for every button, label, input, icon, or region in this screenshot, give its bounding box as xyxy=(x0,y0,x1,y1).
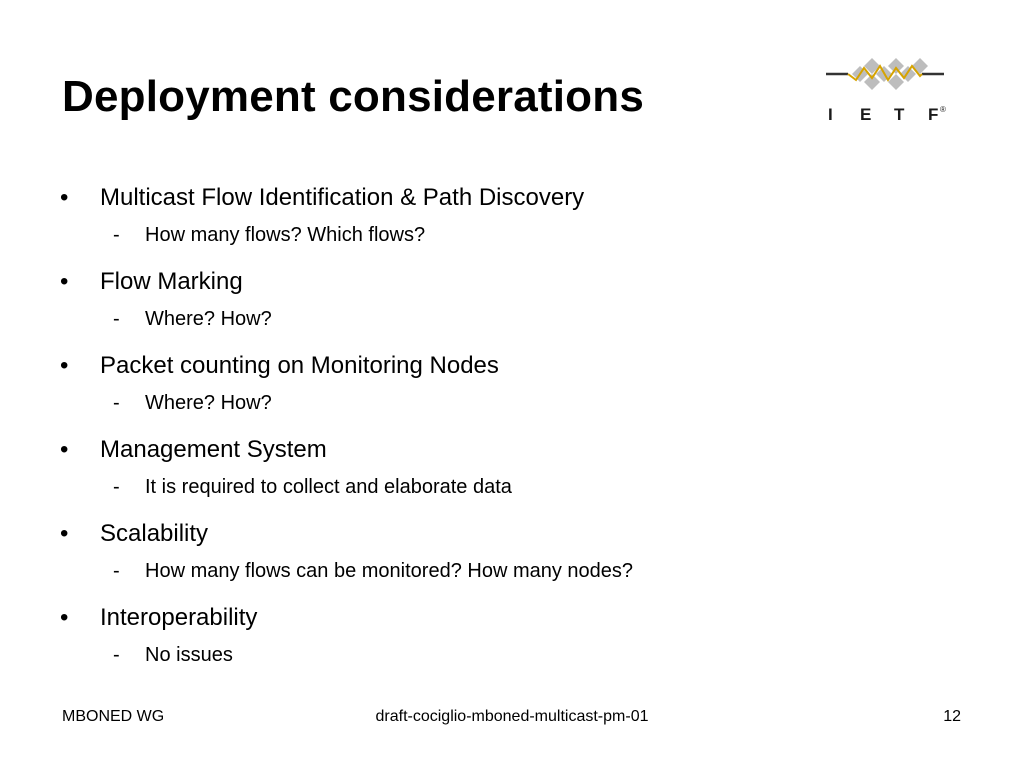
sub-bullet-text: Where? How? xyxy=(145,392,272,414)
bullet-marker: • xyxy=(60,352,69,379)
bullet-text: Flow Marking xyxy=(100,268,243,295)
bullet-marker: • xyxy=(60,268,69,295)
footer-draft-name: draft-cociglio-mboned-multicast-pm-01 xyxy=(375,708,649,725)
ietf-logo xyxy=(824,54,950,126)
sub-bullet-marker: - xyxy=(113,644,120,666)
bullet-item xyxy=(0,516,1024,556)
sub-bullet-text: It is required to collect and elaborate data xyxy=(145,476,512,498)
footer-working-group: MBONED WG xyxy=(62,708,165,725)
sub-bullet-marker: - xyxy=(113,308,120,330)
bullet-item xyxy=(0,348,1024,388)
sub-bullet-marker: - xyxy=(113,392,120,414)
logo-letter-e: E xyxy=(860,105,872,124)
bullet-marker: • xyxy=(60,436,69,463)
bullet-marker: • xyxy=(60,520,69,547)
sub-bullet-marker: - xyxy=(113,476,120,498)
sub-bullet-marker: - xyxy=(113,560,120,582)
logo-registered-mark: ® xyxy=(940,105,946,114)
sub-bullet-text: No issues xyxy=(145,644,233,666)
footer-page-number: 12 xyxy=(943,708,961,725)
logo-letter-f: F xyxy=(928,105,939,124)
sub-bullet-item xyxy=(0,304,1024,348)
bullet-item xyxy=(0,432,1024,472)
bullet-list xyxy=(0,180,1024,684)
bullet-item xyxy=(0,600,1024,640)
sub-bullet-item xyxy=(0,220,1024,264)
sub-bullet-text: How many flows? Which flows? xyxy=(145,224,426,246)
bullet-text: Multicast Flow Identification & Path Discovery xyxy=(100,184,585,211)
bullet-text: Scalability xyxy=(100,520,209,547)
bullet-item xyxy=(0,180,1024,220)
sub-bullet-item xyxy=(0,640,1024,684)
ietf-logo-graphic xyxy=(824,54,950,126)
bullet-text: Management System xyxy=(100,436,327,463)
sub-bullet-text: How many flows can be monitored? How many nodes? xyxy=(145,560,634,582)
logo-letter-t: T xyxy=(894,105,905,124)
sub-bullet-text: Where? How? xyxy=(145,308,272,330)
sub-bullet-item xyxy=(0,388,1024,432)
logo-diamonds xyxy=(852,58,928,90)
bullet-marker: • xyxy=(60,604,69,631)
sub-bullet-item xyxy=(0,472,1024,516)
logo-letter-i: I xyxy=(828,105,833,124)
bullet-marker: • xyxy=(60,184,69,211)
sub-bullet-marker: - xyxy=(113,224,120,246)
sub-bullet-item xyxy=(0,556,1024,600)
bullet-item xyxy=(0,264,1024,304)
bullet-text: Packet counting on Monitoring Nodes xyxy=(100,352,499,379)
bullet-text: Interoperability xyxy=(100,604,258,631)
slide-title: Deployment considerations xyxy=(62,72,645,121)
